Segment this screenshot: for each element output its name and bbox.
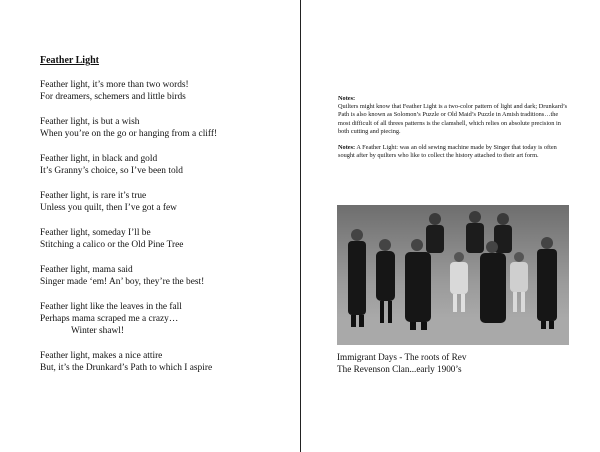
note-text: Quilters might know that Feather Light is a two-color pattern of light and dark; Drunkard’s Path is also known as Solomon’s Puzzle or Old Maid’s Puzzle in Amish traditions…the most difficult of all threes patterns is the clamshell, which relies on absolute precision in both cutting and piecing. [338,103,568,135]
poem-line: Feather light, it’s more than two words! [40,80,189,90]
photo-caption [337,351,577,375]
poem-line: Feather light, is but a wish [40,117,140,127]
poem-line: When you’re on the go or hanging from a cliff! [40,129,218,139]
stanza [40,227,290,251]
stanza [40,153,290,177]
right-page [301,0,600,452]
stanza [40,116,290,140]
stanza [40,350,290,374]
poem-line: For dreamers, schemers and little birds [40,92,186,102]
note-paragraph [338,144,570,160]
poem-line: But, it’s the Drunkard’s Path to which I aspire [40,363,213,373]
poem-line: Unless you quilt, then I’ve got a few [40,203,177,213]
poem-line: Feather light, makes a nice attire [40,351,163,361]
poem-title: Feather Light [40,55,99,66]
note-text: A Feather Light: was an old sewing machine made by Singer that today is often sought after by quilters who like to collect the history attached to their art form. [338,144,557,160]
poem-line: Feather light, in black and gold [40,154,158,164]
note-paragraph [338,95,570,136]
poem [40,79,290,387]
poem-line: Stitching a calico or the Old Pine Tree [40,240,184,250]
family-photo [337,205,569,345]
poem-line: Feather light like the leaves in the fall [40,302,182,312]
note-label: Notes: [338,95,356,102]
poem-line: Winter shawl! [71,326,124,336]
poem-line: Feather light, is rare it’s true [40,191,147,201]
stanza [40,190,290,214]
poem-line: Perhaps mama scraped me a crazy… [40,314,179,324]
stanza [40,79,290,103]
poem-line: Singer made ‘em! An’ boy, they’re the best! [40,277,205,287]
poem-line: It’s Granny’s choice, so I’ve been told [40,166,183,176]
poem-line: Feather light, mama said [40,265,133,275]
caption-line: Immigrant Days - The roots of Rev [337,352,467,362]
family-photo-image [337,205,569,345]
note-label: Notes: [338,144,356,152]
poem-line: Feather light, someday I’ll be [40,228,151,238]
caption-line: The Revenson Clan...early 1900’s [337,364,462,374]
stanza [40,264,290,288]
stanza [40,301,290,337]
notes [338,95,570,168]
